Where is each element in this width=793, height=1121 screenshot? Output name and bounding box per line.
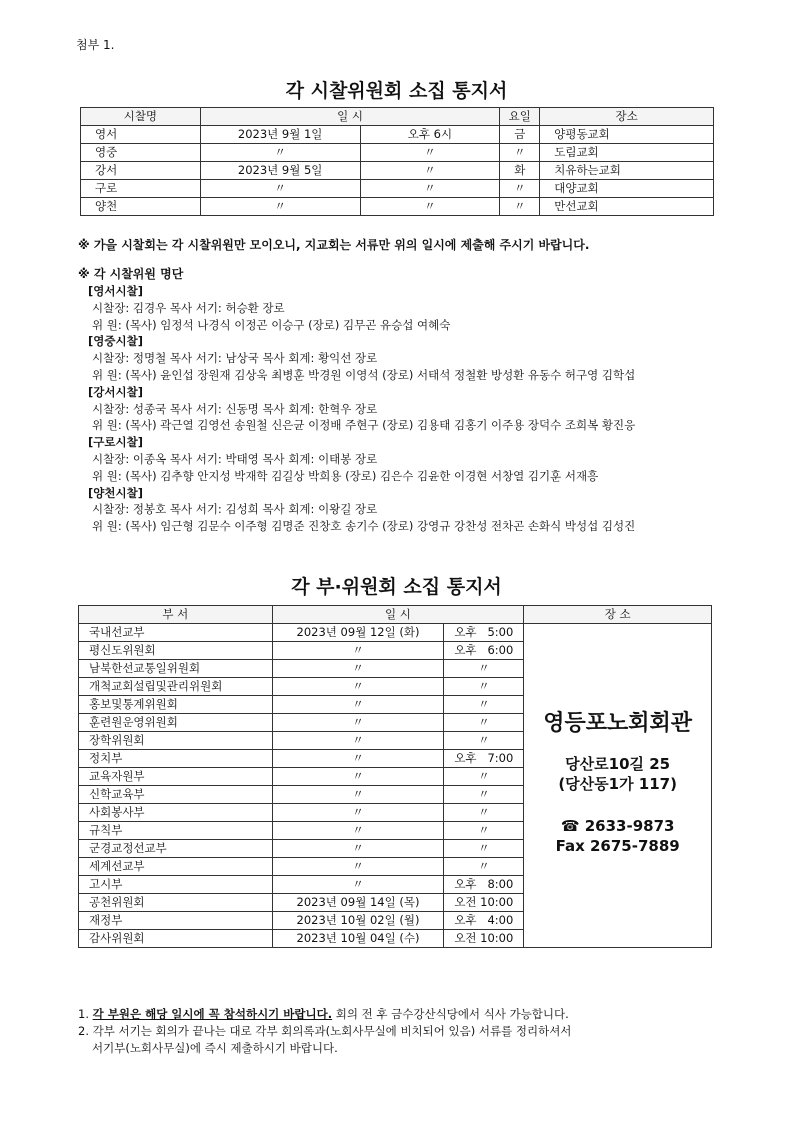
meeting-date: 〃 bbox=[272, 642, 444, 660]
committee-header-row bbox=[79, 606, 712, 624]
member-group bbox=[88, 434, 768, 484]
committee-table bbox=[78, 605, 712, 948]
inspection-day: 〃 bbox=[500, 198, 540, 216]
meeting-date: 〃 bbox=[272, 696, 444, 714]
inspection-day: 화 bbox=[500, 162, 540, 180]
group-members: 위 원: (목사) 임정석 나경식 이정곤 이승구 (장로) 김무곤 유승섭 여혜숙 bbox=[92, 317, 451, 332]
meeting-time: 〃 bbox=[444, 714, 524, 732]
header-day: 요일 bbox=[500, 108, 540, 126]
member-group bbox=[88, 485, 768, 535]
group-officers: 시찰장: 정명철 목사 서기: 남상국 목사 회계: 황익선 장로 bbox=[92, 351, 378, 366]
group-officers: 시찰장: 김경우 목사 서기: 허승환 장로 bbox=[92, 300, 285, 315]
meeting-date: 〃 bbox=[272, 732, 444, 750]
time-value: 10:00 bbox=[480, 895, 514, 909]
meeting-time bbox=[444, 624, 524, 642]
venue-address: 당산로10길 25 bbox=[565, 755, 671, 773]
table-row bbox=[81, 162, 714, 180]
meeting-time bbox=[444, 912, 524, 930]
dept-name: 국내선교부 bbox=[79, 624, 273, 642]
group-name: [영중시찰] bbox=[88, 334, 143, 349]
meeting-date: 〃 bbox=[272, 750, 444, 768]
meeting-date: 2023년 10월 04일 (수) bbox=[272, 930, 444, 948]
meeting-date: 〃 bbox=[272, 678, 444, 696]
inspection-date: 〃 bbox=[200, 198, 360, 216]
time-ampm: 오후 bbox=[454, 913, 477, 927]
footnote-emphasis: 각 부원은 해당 일시에 꼭 참석하시기 바랍니다. bbox=[92, 1007, 333, 1021]
meeting-time bbox=[444, 642, 524, 660]
inspection-header-row bbox=[81, 108, 714, 126]
footnote-text: 회의 전 후 금수강산식당에서 식사 가능합니다. bbox=[332, 1007, 569, 1021]
time-value: 10:00 bbox=[480, 931, 514, 945]
footnote-number: 2. bbox=[78, 1024, 89, 1038]
dept-name: 군경교정선교부 bbox=[79, 840, 273, 858]
time-ampm: 오후 bbox=[454, 877, 477, 891]
meeting-date: 〃 bbox=[272, 804, 444, 822]
inspection-date: 〃 bbox=[200, 180, 360, 198]
meeting-date: 〃 bbox=[272, 822, 444, 840]
meeting-date: 2023년 09월 12일 (화) bbox=[272, 624, 444, 642]
dept-name: 정치부 bbox=[79, 750, 273, 768]
time-value: 6:00 bbox=[487, 643, 514, 657]
meeting-time: 〃 bbox=[444, 696, 524, 714]
table-row bbox=[81, 126, 714, 144]
time-value: 5:00 bbox=[487, 625, 514, 639]
inspection-name: 양천 bbox=[81, 198, 201, 216]
meeting-time bbox=[444, 750, 524, 768]
header-datetime: 일 시 bbox=[200, 108, 500, 126]
dept-name: 공천위원회 bbox=[79, 894, 273, 912]
dept-name: 고시부 bbox=[79, 876, 273, 894]
meeting-time: 〃 bbox=[444, 822, 524, 840]
header-place: 장소 bbox=[540, 108, 714, 126]
inspection-date: 2023년 9월 5일 bbox=[200, 162, 360, 180]
submission-notice: ※ 가을 시찰회는 각 시찰위원만 모이오니, 지교회는 서류만 위의 일시에 제출해 주시기 바랍니다. bbox=[78, 238, 590, 252]
time-ampm: 오후 bbox=[454, 751, 477, 765]
meeting-date: 〃 bbox=[272, 660, 444, 678]
inspection-name: 구로 bbox=[81, 180, 201, 198]
group-name: [구로시찰] bbox=[88, 435, 143, 450]
meeting-date: 〃 bbox=[272, 786, 444, 804]
group-officers: 시찰장: 이종옥 목사 서기: 박태영 목사 회계: 이태봉 장로 bbox=[92, 451, 378, 466]
table-row bbox=[81, 144, 714, 162]
venue-address-detail: (당산동1가 117) bbox=[558, 775, 677, 793]
group-members: 위 원: (목사) 김추향 안지성 박재학 김길상 박희용 (장로) 김은수 김윤한 이경현 서창열 김기훈 서재흥 bbox=[92, 468, 599, 483]
meeting-date: 2023년 09월 14일 (목) bbox=[272, 894, 444, 912]
inspection-day: 〃 bbox=[500, 144, 540, 162]
table-row bbox=[81, 180, 714, 198]
header-place: 장 소 bbox=[524, 606, 712, 624]
footnote-1 bbox=[78, 1006, 738, 1023]
venue-fax: Fax 2675-7889 bbox=[555, 837, 680, 855]
time-ampm: 오후 bbox=[454, 643, 477, 657]
inspection-time: 〃 bbox=[360, 144, 500, 162]
inspection-title: 각 시찰위원회 소집 통지서 bbox=[285, 80, 508, 102]
inspection-place: 도림교회 bbox=[540, 144, 714, 162]
meeting-date: 2023년 10월 02일 (월) bbox=[272, 912, 444, 930]
meeting-time: 〃 bbox=[444, 660, 524, 678]
meeting-date: 〃 bbox=[272, 840, 444, 858]
footnote-number: 1. bbox=[78, 1007, 89, 1021]
footnote-text: 각부 서기는 회의가 끝나는 대로 각부 회의록과(노회사무실에 비치되어 있음) 서류를 정리하셔서 bbox=[92, 1024, 572, 1038]
venue-name: 영등포노회회관 bbox=[543, 711, 693, 736]
table-row bbox=[79, 624, 712, 642]
dept-name: 사회봉사부 bbox=[79, 804, 273, 822]
dept-name: 재정부 bbox=[79, 912, 273, 930]
group-members: 위 원: (목사) 곽근열 김영선 송원철 신은균 이정배 주현구 (장로) 김용태 김홍기 이주용 장덕수 조희복 황진응 bbox=[92, 418, 636, 433]
group-name: [강서시찰] bbox=[88, 384, 143, 399]
committee-title: 각 부·위원회 소집 통지서 bbox=[291, 576, 502, 598]
inspection-place: 대양교회 bbox=[540, 180, 714, 198]
meeting-date: 〃 bbox=[272, 714, 444, 732]
dept-name: 감사위원회 bbox=[79, 930, 273, 948]
group-name: [양천시찰] bbox=[88, 485, 143, 500]
time-value: 7:00 bbox=[487, 751, 514, 765]
dept-name: 남북한선교통일위원회 bbox=[79, 660, 273, 678]
time-ampm: 오후 bbox=[454, 625, 477, 639]
group-members: 위 원: (목사) 임근형 김문수 이주형 김명준 진창호 송기수 (장로) 강영규 강찬성 전차곤 손화식 박성섭 김성진 bbox=[92, 519, 636, 534]
time-ampm: 오전 bbox=[454, 895, 477, 909]
group-officers: 시찰장: 정봉호 목사 서기: 김성희 목사 회계: 이왕길 장로 bbox=[92, 502, 378, 517]
group-officers: 시찰장: 성종국 목사 서기: 신동명 목사 회계: 한혁우 장로 bbox=[92, 401, 378, 416]
header-datetime: 일 시 bbox=[272, 606, 524, 624]
venue-cell bbox=[524, 624, 712, 948]
inspection-place: 만선교회 bbox=[540, 198, 714, 216]
table-row bbox=[81, 198, 714, 216]
inspection-place: 양평동교회 bbox=[540, 126, 714, 144]
inspection-day: 〃 bbox=[500, 180, 540, 198]
meeting-time: 〃 bbox=[444, 786, 524, 804]
dept-name: 신학교육부 bbox=[79, 786, 273, 804]
inspection-time: 〃 bbox=[360, 162, 500, 180]
group-members: 위 원: (목사) 윤인섭 장원재 김상욱 최병훈 박경원 이영석 (장로) 서태석 정철환 방성환 유동수 허구영 김학섭 bbox=[92, 367, 636, 382]
meeting-time: 〃 bbox=[444, 804, 524, 822]
footnote-2 bbox=[78, 1023, 738, 1040]
header-name: 시찰명 bbox=[81, 108, 201, 126]
member-group bbox=[88, 333, 768, 383]
group-name: [영서시찰] bbox=[88, 284, 143, 298]
member-group bbox=[88, 283, 768, 333]
time-value: 4:00 bbox=[487, 913, 514, 927]
time-ampm: 오전 bbox=[454, 931, 477, 945]
dept-name: 홍보및통계위원회 bbox=[79, 696, 273, 714]
inspection-name: 영중 bbox=[81, 144, 201, 162]
dept-name: 규칙부 bbox=[79, 822, 273, 840]
header-dept: 부 서 bbox=[79, 606, 273, 624]
dept-name: 훈련원운영위원회 bbox=[79, 714, 273, 732]
dept-name: 장학위원회 bbox=[79, 732, 273, 750]
attachment-label: 첨부 1. bbox=[76, 38, 115, 52]
meeting-time: 〃 bbox=[444, 678, 524, 696]
inspection-date: 2023년 9월 1일 bbox=[200, 126, 360, 144]
inspection-date: 〃 bbox=[200, 144, 360, 162]
meeting-date: 〃 bbox=[272, 858, 444, 876]
dept-name: 개척교회설립및관리위원회 bbox=[79, 678, 273, 696]
meeting-time bbox=[444, 894, 524, 912]
members-heading: ※ 각 시찰위원 명단 bbox=[78, 267, 184, 281]
inspection-time: 오후 6시 bbox=[360, 126, 500, 144]
dept-name: 세계선교부 bbox=[79, 858, 273, 876]
dept-name: 교육자원부 bbox=[79, 768, 273, 786]
meeting-time bbox=[444, 876, 524, 894]
dept-name: 평신도위원회 bbox=[79, 642, 273, 660]
footnotes bbox=[78, 1006, 738, 1057]
member-group bbox=[88, 384, 768, 434]
inspection-name: 강서 bbox=[81, 162, 201, 180]
time-value: 8:00 bbox=[487, 877, 514, 891]
meeting-date: 〃 bbox=[272, 768, 444, 786]
meeting-time: 〃 bbox=[444, 768, 524, 786]
meeting-time: 〃 bbox=[444, 732, 524, 750]
inspection-table bbox=[80, 107, 714, 216]
inspection-day: 금 bbox=[500, 126, 540, 144]
meeting-time: 〃 bbox=[444, 840, 524, 858]
meeting-time bbox=[444, 930, 524, 948]
meeting-time: 〃 bbox=[444, 858, 524, 876]
inspection-time: 〃 bbox=[360, 198, 500, 216]
inspection-name: 영서 bbox=[81, 126, 201, 144]
venue-phone: ☎ 2633-9873 bbox=[560, 817, 675, 835]
footnote-2-continued: 서기부(노회사무실)에 즉시 제출하시기 바랍니다. bbox=[92, 1041, 338, 1055]
meeting-date: 〃 bbox=[272, 876, 444, 894]
inspection-time: 〃 bbox=[360, 180, 500, 198]
inspection-place: 치유하는교회 bbox=[540, 162, 714, 180]
member-groups bbox=[88, 283, 768, 535]
